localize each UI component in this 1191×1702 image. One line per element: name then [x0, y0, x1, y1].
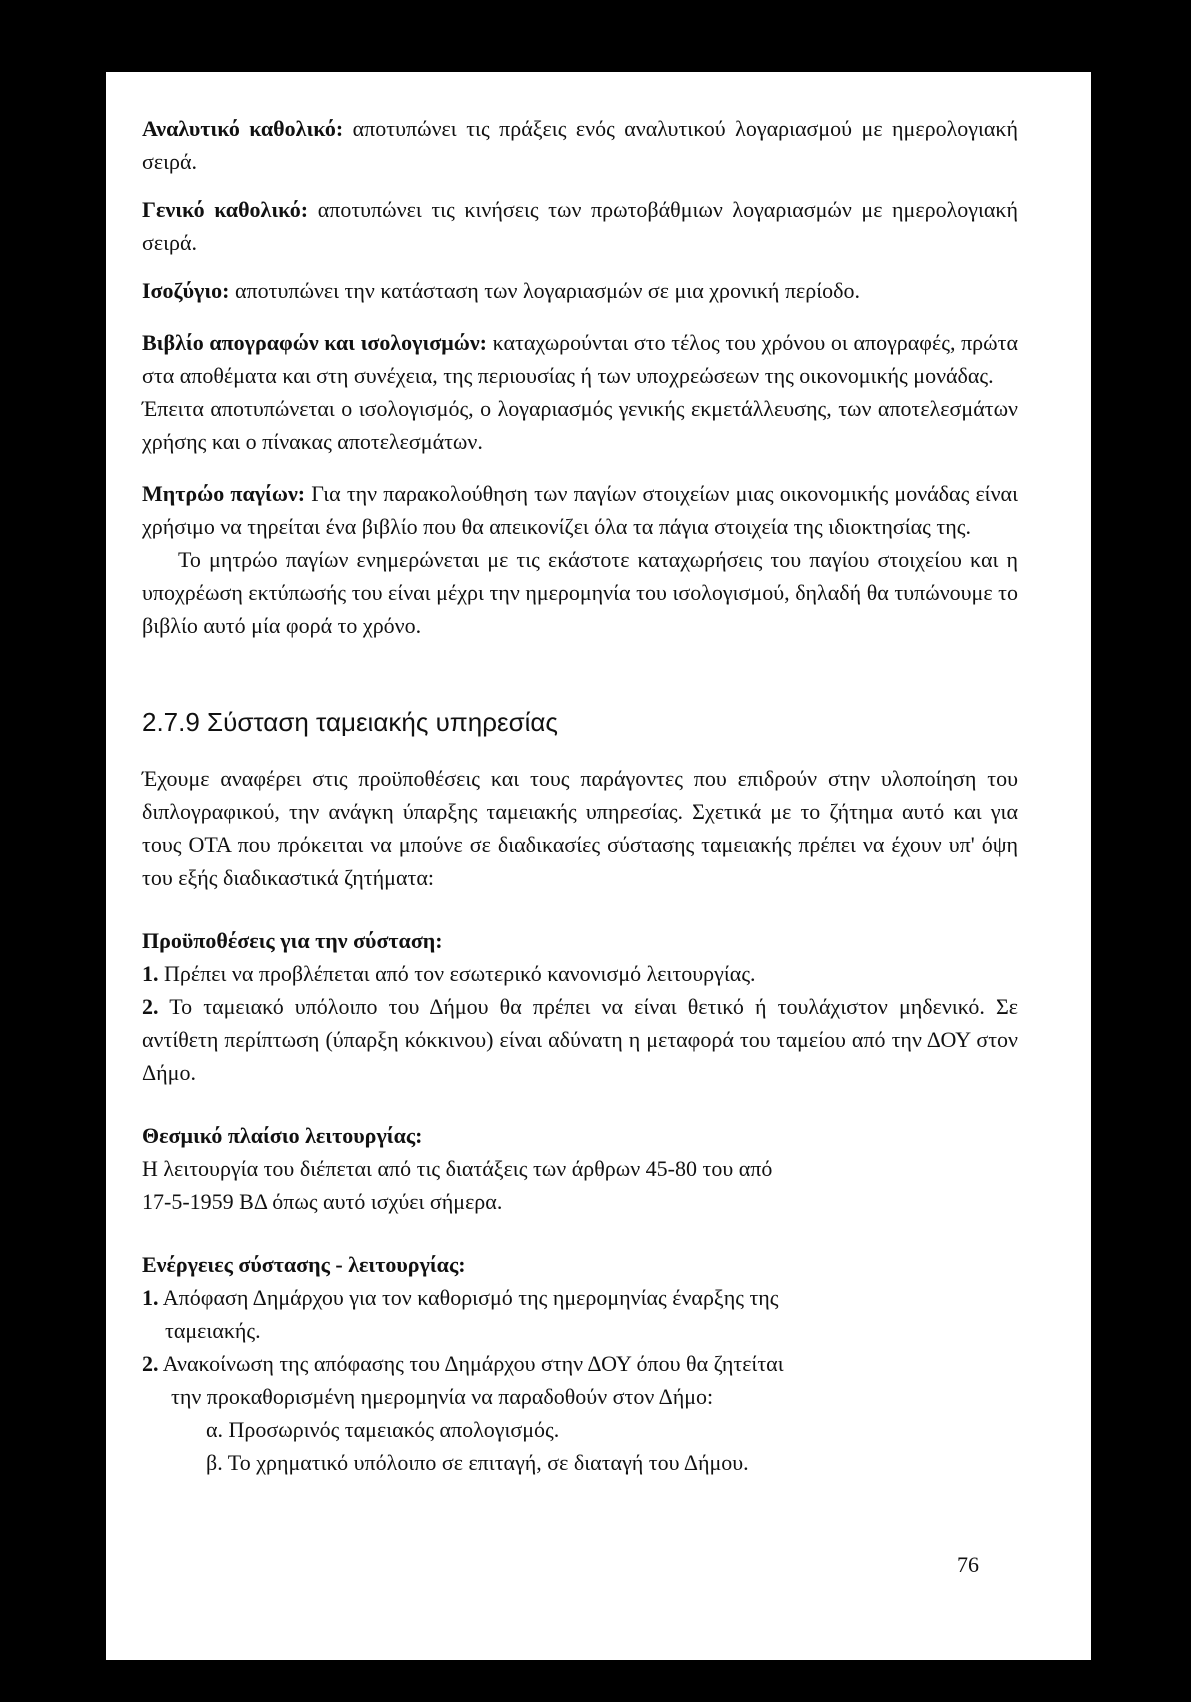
- section-heading: 2.7.9 Σύσταση ταμειακής υπηρεσίας: [142, 707, 558, 737]
- term-analytical-ledger: Αναλυτικό καθολικό:: [142, 116, 344, 141]
- list-number: 1.: [142, 1285, 159, 1310]
- paragraph-inventory-book-cont: Έπειτα αποτυπώνεται ο ισολογισμός, ο λογαριασμός γενικής εκμετάλλευσης, των αποτελεσμάτων χρήσης και ο πίνακας αποτελεσμάτων.: [142, 396, 1018, 454]
- paragraph-trial-balance: [142, 274, 1018, 307]
- paragraph-fixed-assets-cont: Το μητρώο παγίων ενημερώνεται με τις εκάστοτε καταχωρήσεις του παγίου στοιχείου και η υποχρέωση εκτύπωσής του είναι μέχρι την ημερομηνία του ισολογισμού, δηλαδή θα τυπώνουμε το βιβλίο αυτό μία φορά το χρόνο.: [142, 547, 1018, 638]
- definition-analytical-ledger: αποτυπώνει τις πράξεις ενός αναλυτικού λογαριασμού με ημερολογιακή σειρά.: [142, 116, 1018, 174]
- list-text: Ανακοίνωση της απόφασης του Δημάρχου στην ΔΟΥ όπου θα ζητείται: [162, 1351, 784, 1376]
- list-text: Το ταμειακό υπόλοιπο του Δήμου θα πρέπει να είναι θετικό ή τουλάχιστον μηδενικό. Σε αντίθετη περίπτωση (ύπαρξη κόκκινου) είναι αδύνατη η μεταφορά του ταμείου από την ΔΟΥ στον Δήμο.: [142, 994, 1019, 1085]
- framework-heading: [142, 1119, 1018, 1152]
- actions-sub-item-a: α. Προσωρινός ταμειακός απολογισμός.: [206, 1417, 560, 1442]
- prerequisites-heading: [142, 924, 1018, 957]
- list-text: Πρέπει να προβλέπεται από τον εσωτερικό κανονισμό λειτουργίας.: [164, 961, 756, 986]
- definition-general-ledger: αποτυπώνει τις κινήσεις των πρωτοβάθμιων λογαριασμών με ημερολογιακή σειρά.: [142, 197, 1018, 255]
- paragraph-analytical-ledger: [142, 112, 1018, 178]
- section-intro: Έχουμε αναφέρει στις προϋποθέσεις και τους παράγοντες που επιδρούν στην υλοποίηση του διπλογραφικού, την ανάγκη ύπαρξης ταμειακής υπηρεσίας. Σχετικά με το ζήτημα αυτό και για τους ΟΤΑ που πρόκειται να μπούνε σε διαδικασίες σύστασης ταμειακής πρέπει να έχουν υπ' όψη του εξής διαδικαστικά ζητήματα:: [142, 766, 1018, 890]
- prerequisites-item-2: [142, 990, 1018, 1089]
- page-number: 76: [957, 1552, 979, 1577]
- paragraph-general-ledger: [142, 193, 1018, 259]
- actions-item-2: [142, 1347, 1018, 1380]
- list-text: Απόφαση Δημάρχου για τον καθορισμό της ημερομηνίας έναρξης της ταμειακής.: [162, 1285, 779, 1343]
- paragraph-inventory-book: [142, 326, 1018, 392]
- definition-inventory-book: καταχωρούνται στο τέλος του χρόνου οι απογραφές, πρώτα στα αποθέματα και στη συνέχεια, της περιουσίας ή των υποχρεώσεων της οικονομικής μονάδας.: [142, 330, 1019, 388]
- term-fixed-assets: Μητρώο παγίων:: [142, 481, 306, 506]
- list-number: 1.: [142, 961, 159, 986]
- term-inventory-book: Βιβλίο απογραφών και ισολογισμών:: [142, 330, 487, 355]
- prerequisites-heading-text: Προϋποθέσεις για την σύσταση:: [142, 928, 443, 953]
- list-number: 2.: [142, 994, 159, 1019]
- paragraph-fixed-assets: [142, 477, 1018, 543]
- actions-heading: [142, 1248, 1018, 1281]
- actions-sub-item-b: β. Το χρηματικό υπόλοιπο σε επιταγή, σε διαταγή του Δήμου.: [206, 1450, 749, 1475]
- actions-item-1: [142, 1281, 865, 1347]
- framework-line-2: 17-5-1959 ΒΔ όπως αυτό ισχύει σήμερα.: [142, 1189, 503, 1214]
- prerequisites-item-1: [142, 957, 1018, 990]
- framework-line-1: Η λειτουργία του διέπεται από τις διατάξεις των άρθρων 45-80 του από: [142, 1156, 773, 1181]
- term-trial-balance: Ισοζύγιο:: [142, 278, 230, 303]
- term-general-ledger: Γενικό καθολικό:: [142, 197, 309, 222]
- definition-fixed-assets: Για την παρακολούθηση των παγίων στοιχείων μιας οικονομικής μονάδας είναι χρήσιμο να τηρείται ένα βιβλίο που θα απεικονίζει όλα τα πάγια στοιχεία της ιδιοκτησίας της.: [142, 481, 1018, 539]
- list-number: 2.: [142, 1351, 159, 1376]
- actions-item-2-cont: την προκαθορισμένη ημερομηνία να παραδοθούν στον Δήμο:: [171, 1384, 714, 1409]
- actions-heading-text: Ενέργειες σύστασης - λειτουργίας:: [142, 1252, 466, 1277]
- page-content: [142, 112, 1018, 1479]
- definition-trial-balance: αποτυπώνει την κατάσταση των λογαριασμών σε μια χρονική περίοδο.: [234, 278, 861, 303]
- framework-heading-text: Θεσμικό πλαίσιο λειτουργίας:: [142, 1123, 423, 1148]
